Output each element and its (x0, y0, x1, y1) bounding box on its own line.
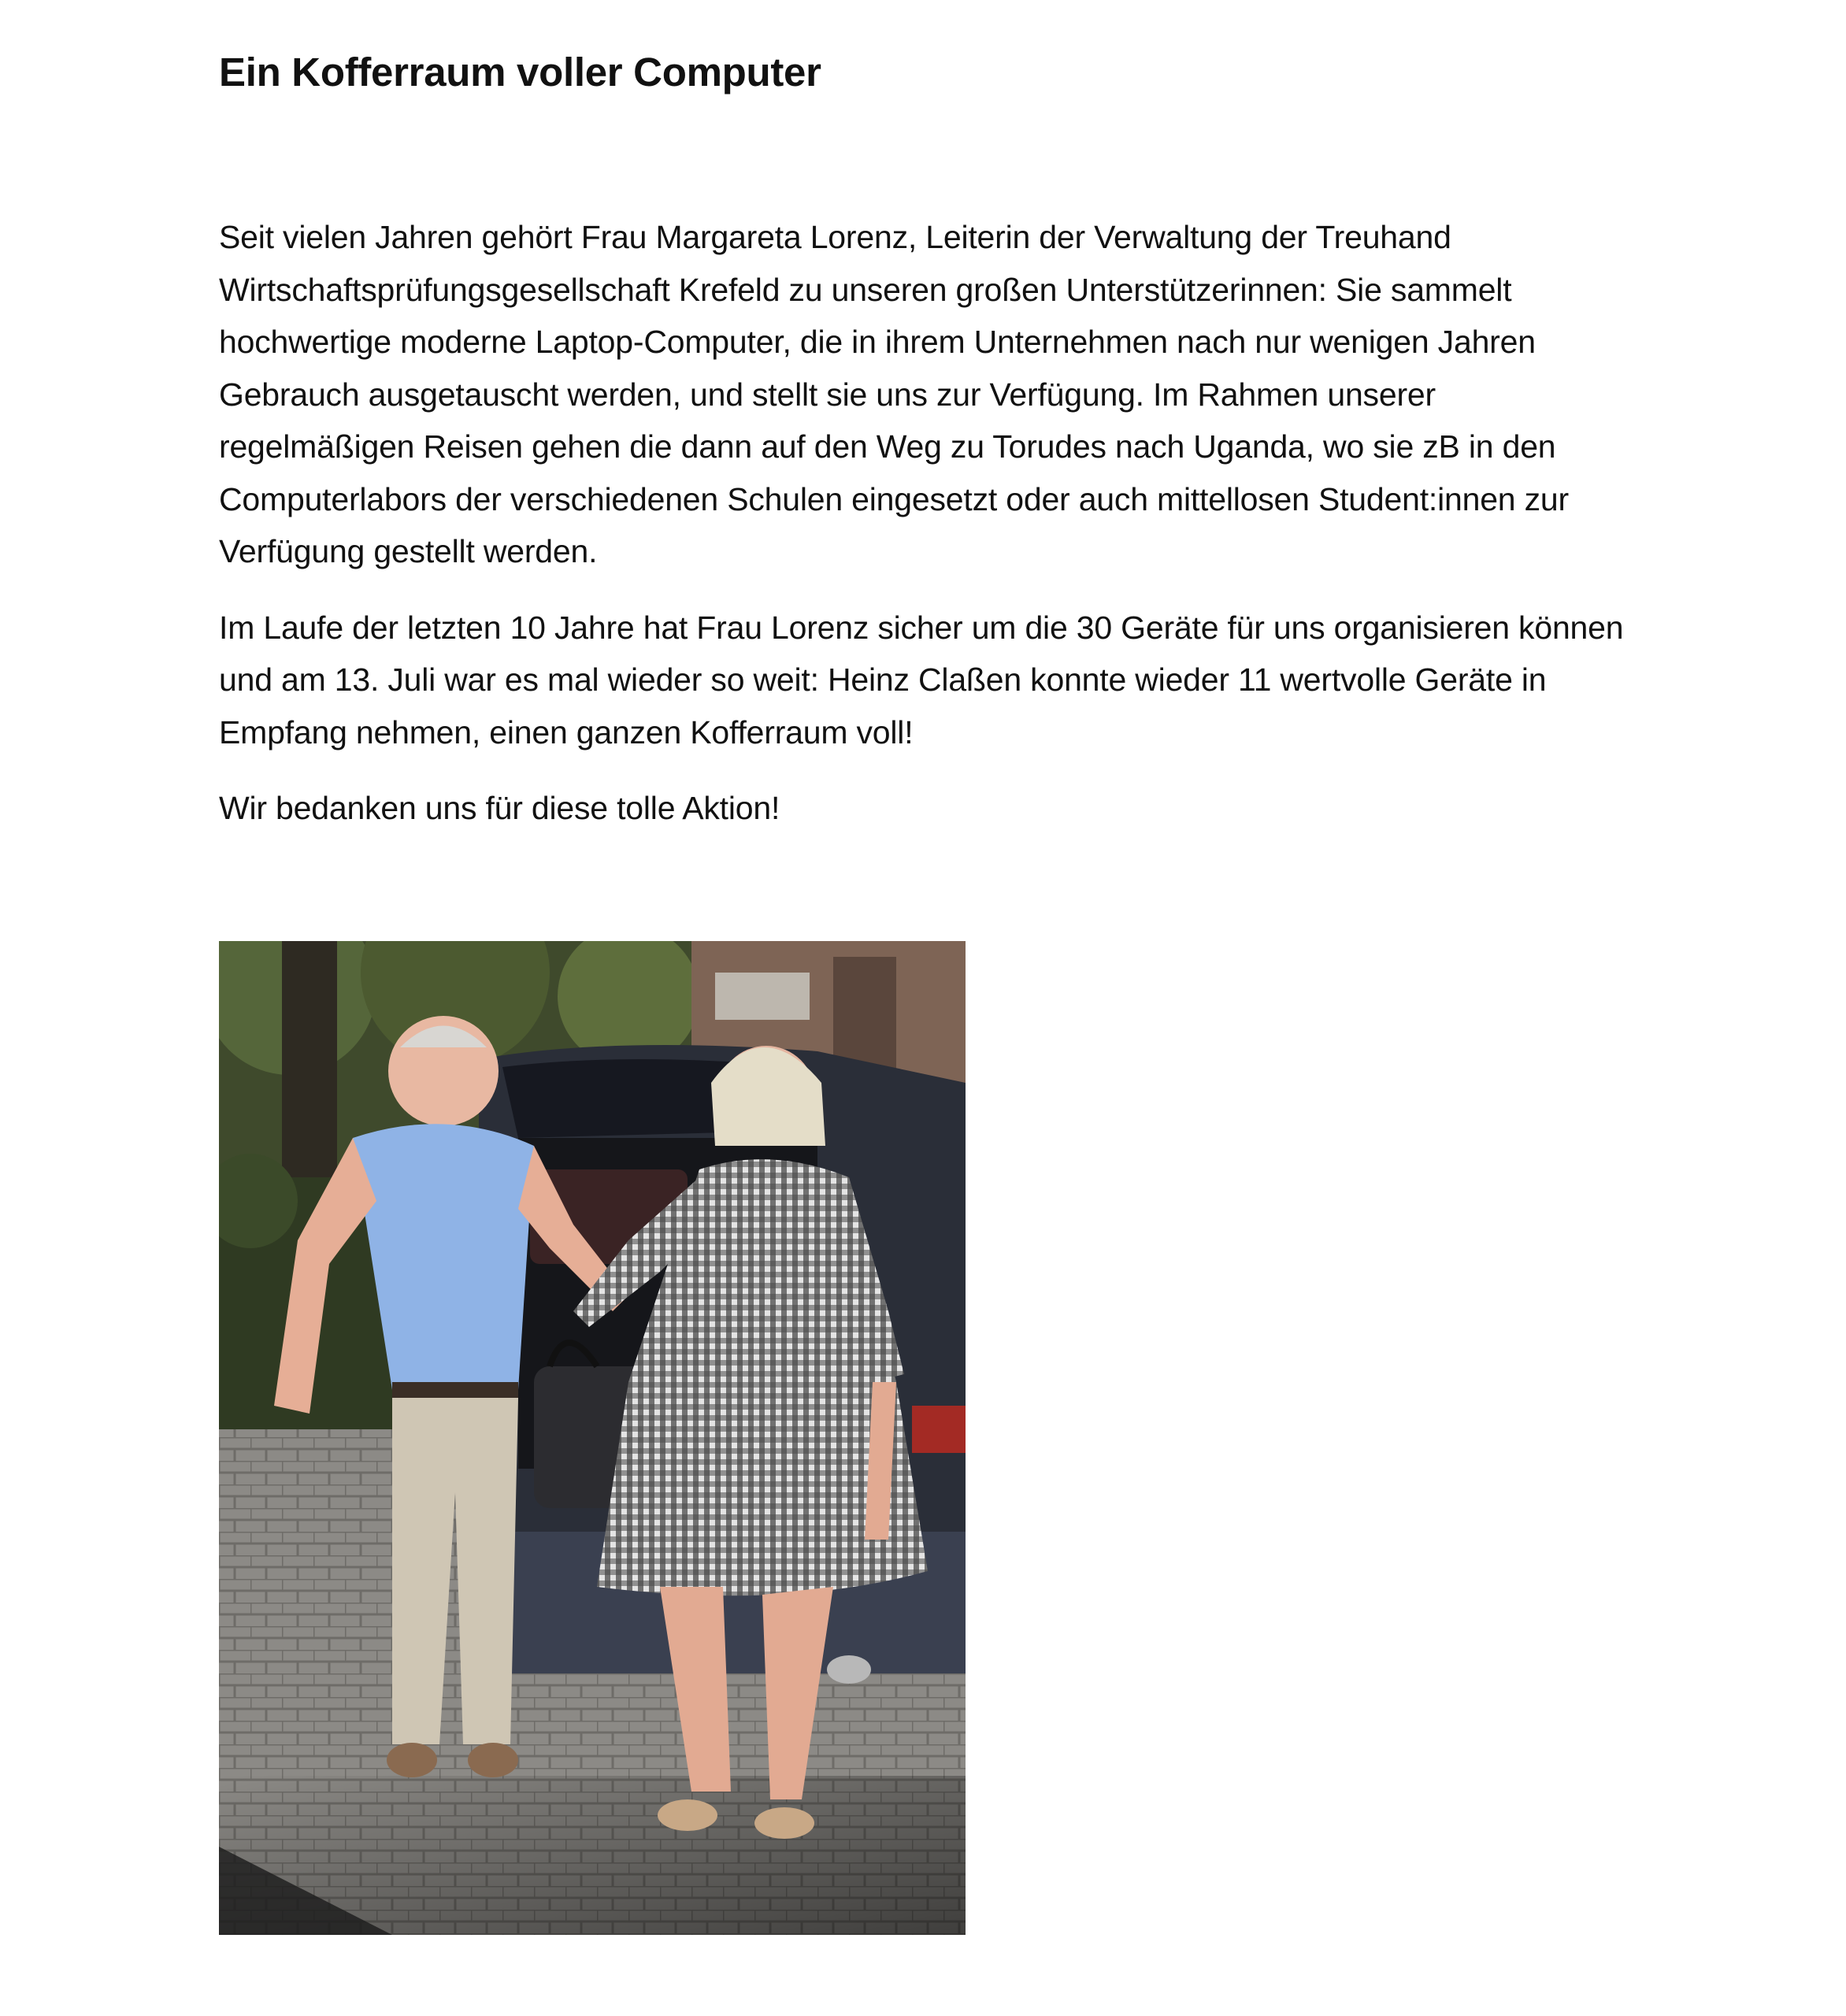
exhaust (827, 1655, 871, 1684)
article-body (219, 211, 1629, 858)
paragraph-donation: Im Laufe der letzten 10 Jahre hat Frau Lorenz sicher um die 30 Geräte für uns organisieren können und am 13. Juli war es mal wieder so weit: Heinz Claßen konnte wieder 11 wertvolle Geräte in Empfang nehmen, einen ganzen Kofferraum voll! (219, 609, 1624, 750)
car-taillight (912, 1406, 966, 1453)
paragraph-thanks: Wir bedanken uns für diese tolle Aktion! (219, 790, 780, 826)
article-title: Ein Kofferraum voller Computer (219, 50, 821, 94)
paragraph-intro: Seit vielen Jahren gehört Frau Margareta Lorenz, Leiterin der Verwaltung der Treuhand Wirtschaftsprüfungsgesellschaft Krefeld zu unseren großen Unterstützerinnen: Sie sammelt hochwertige moderne Laptop-Computer, die in ihrem Unternehmen nach nur wenigen Jahren Gebrauch ausgetauscht werden, und stellt sie uns zur Verfügung. Im Rahmen unserer regelmäßigen Reisen gehen die dann auf den Weg zu Torudes nach Uganda, wo sie zB in den Computerlabors der verschiedenen Schulen eingesetzt oder auch mittellosen Student:innen zur Verfügung gestellt werden. (219, 219, 1569, 569)
article-photo (219, 941, 966, 1935)
photo-illustration (219, 941, 966, 1935)
